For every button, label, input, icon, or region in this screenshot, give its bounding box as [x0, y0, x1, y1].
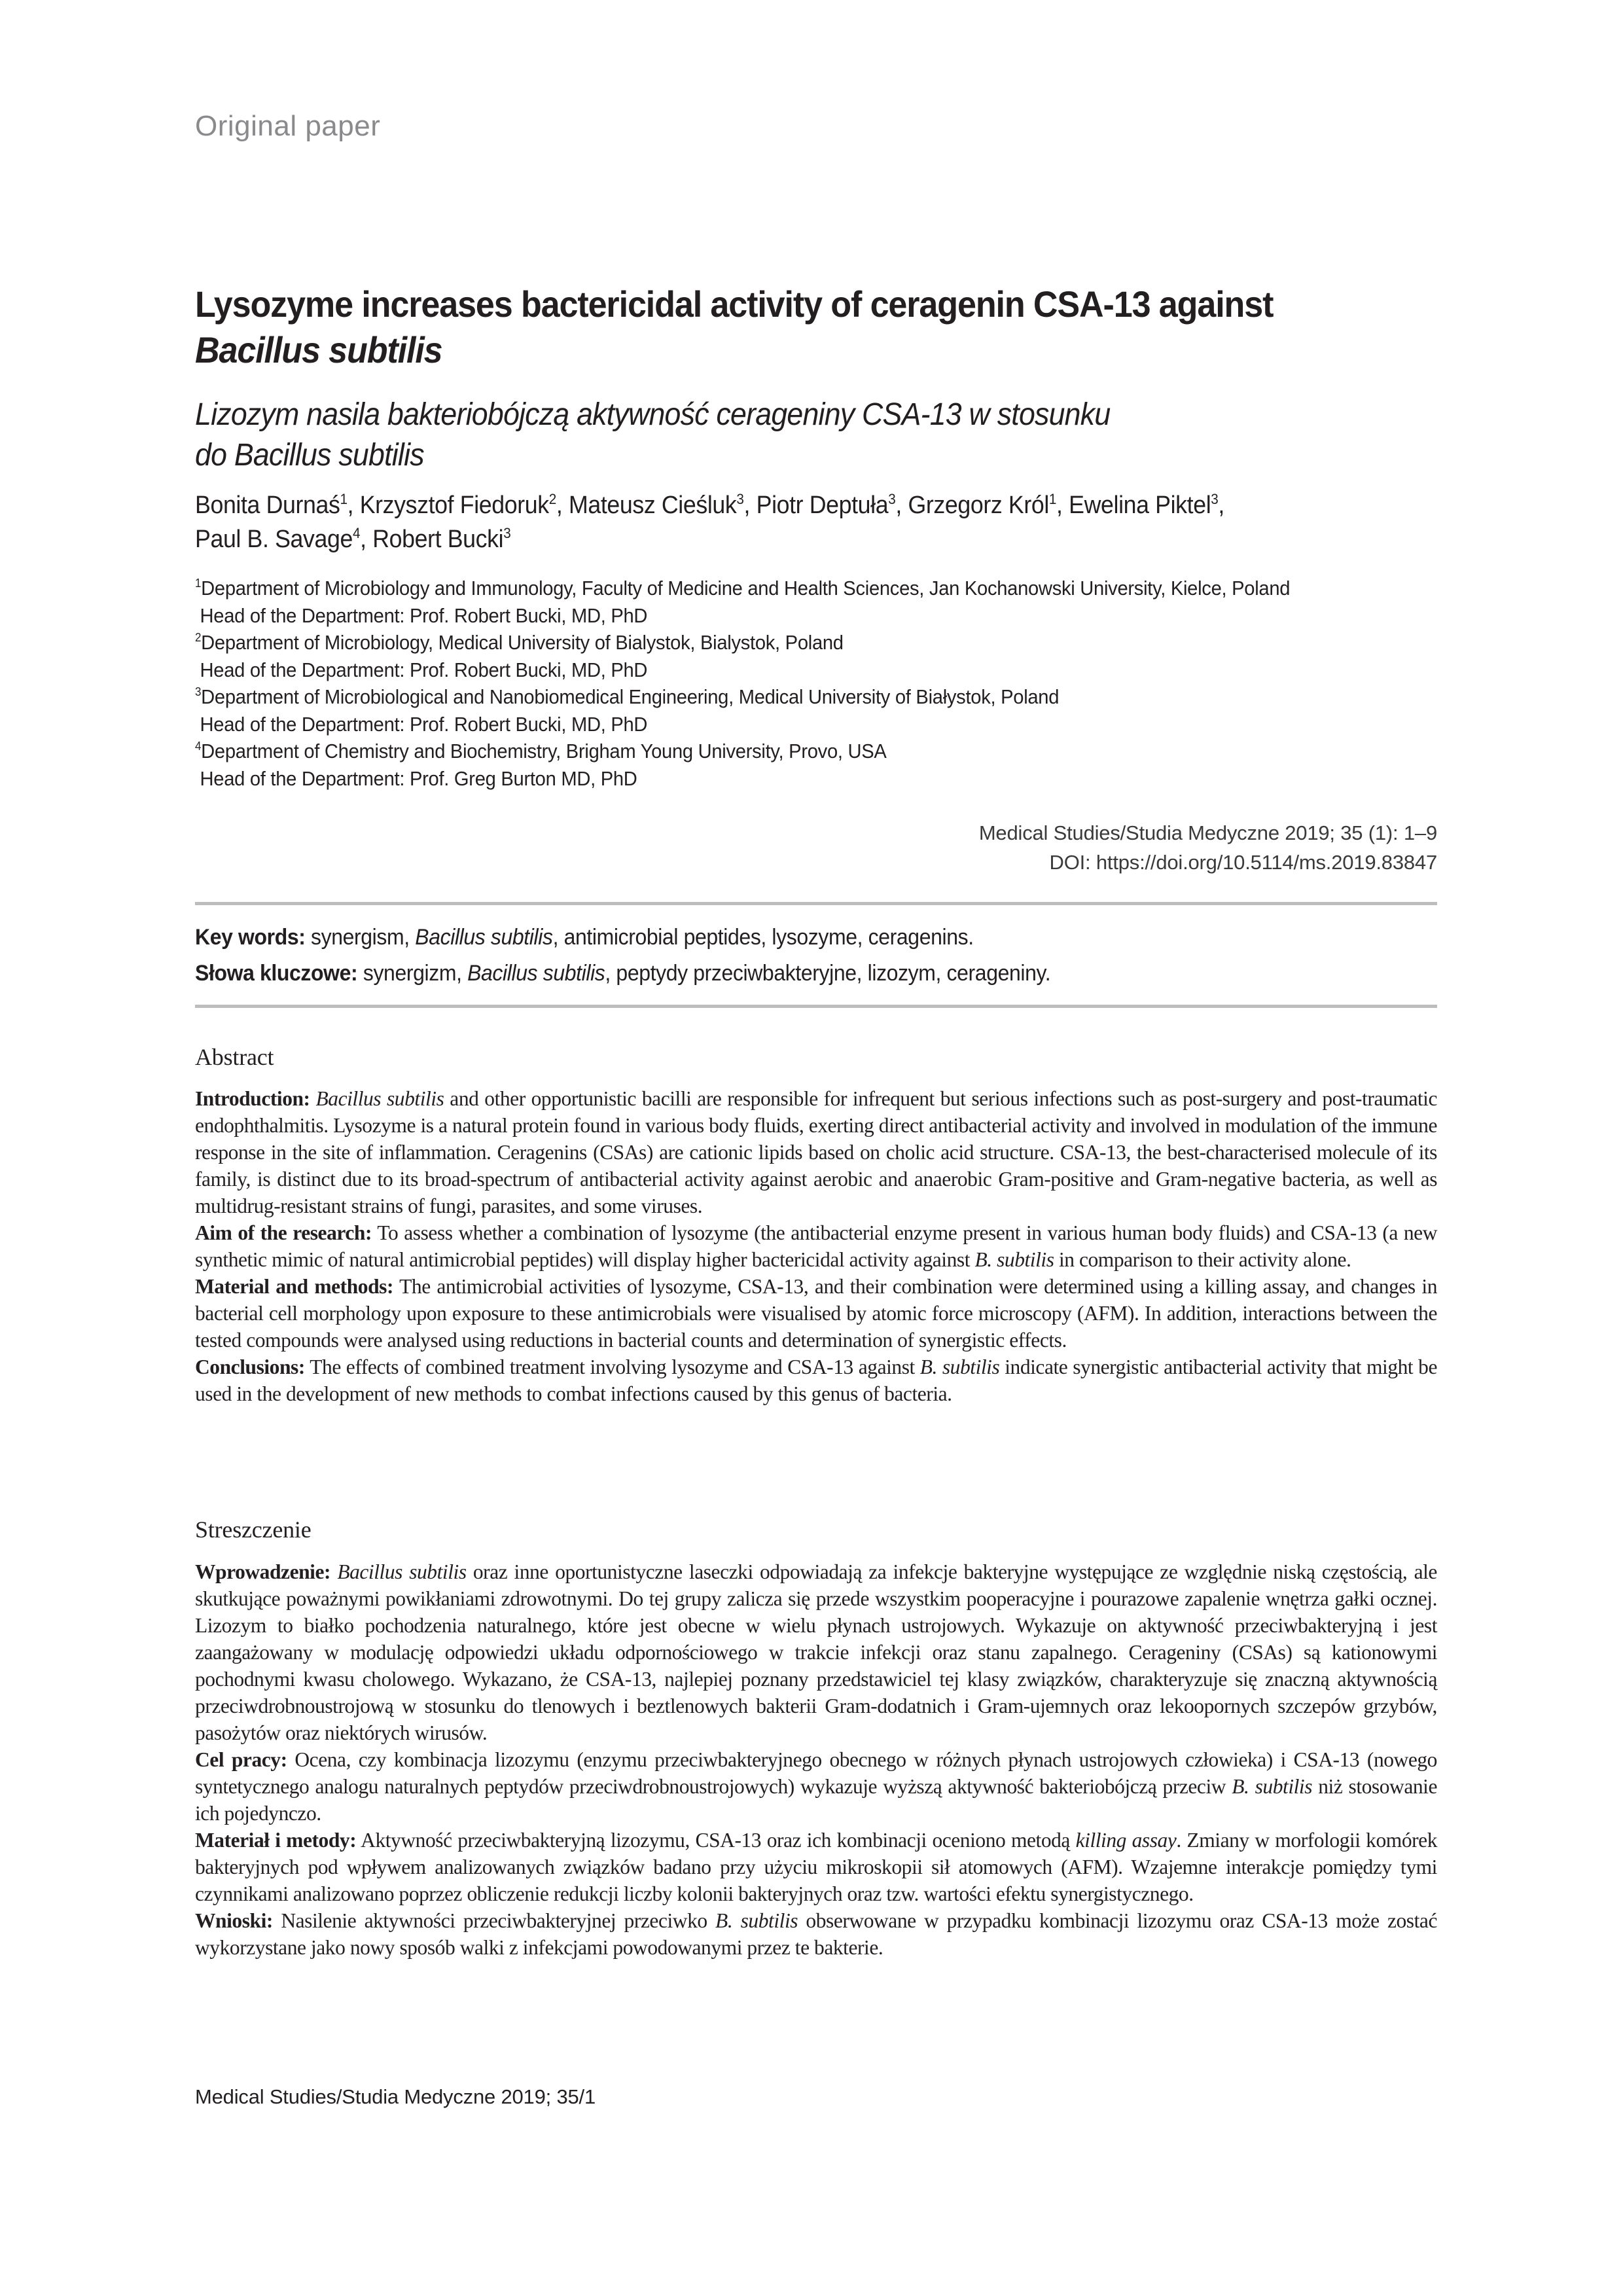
affiliation: $^3$Department of Microbiological and Nanobiomedical Engineering, Medical University of Białystok, Poland: [195, 685, 1060, 708]
affiliation-head: Head of the Department: Prof. Robert Bucki, MD, PhD: [200, 603, 648, 627]
streszczenie-heading: Streszczenie: [195, 1516, 312, 1543]
author: Bonita Durnaś$^1$: [195, 491, 348, 519]
streszczenie-body: [195, 1558, 1437, 1961]
author: Piotr Deptuła$^3$: [756, 491, 896, 519]
abstract-heading: Abstract: [195, 1044, 274, 1070]
streszczenie-cel: Cel pracy: Ocena, czy kombinacja lizozymu (enzymu przeciwbakteryjnego obecnego w różnych płynach ustrojowych człowieka) i CSA-13 (nowego syntetycznego analogu naturalnych peptydów przeciwdrobnoustrojowych) wykazuje wyższą aktywność bakteriobójczą przeciw B. subtilis niż stosowanie ich pojedynczo.: [195, 1748, 1437, 1825]
author-list: Bonita Durnaś$^1$, Krzysztof Fiedoruk$^2$, Mateusz Cieśluk$^3$, Piotr Deptuła$^3$, Grzegorz Król$^1$, Ewelina Piktel$^3$, Paul B. Savage$^4$, Robert Bucki$^3$: [195, 491, 1224, 553]
page-footer: Medical Studies/Studia Medyczne 2019; 35/1: [195, 2085, 596, 2108]
streszczenie-metody: Materiał i metody: Aktywność przeciwbakteryjną lizozymu, CSA-13 oraz ich kombinacji oceniono metodą killing assay. Zmiany w morfologii komórek bakteryjnych pod wpływem analizowanych związków badano przy użyciu mikroskopii sił atomowych (AFM). Wzajemne interakcje pomiędzy tymi czynnikami analizowano poprzez obliczenie redukcji liczby kolonii bakteryjnych oraz tzw. wartości efektu synergistycznego.: [195, 1829, 1437, 1905]
title-polish-line1: Lizozym nasila bakteriobójczą aktywność cerageniny CSA-13 w stosunku: [195, 397, 1111, 432]
doi-link[interactable]: DOI: https://doi.org/10.5114/ms.2019.83847: [1049, 851, 1437, 874]
divider-bottom: [195, 1005, 1437, 1008]
journal-citation: Medical Studies/Studia Medyczne 2019; 35 (1): 1–9: [978, 821, 1437, 844]
keywords-english: Key words: synergism, Bacillus subtilis, antimicrobial peptides, lysozyme, ceragenins.: [195, 925, 974, 950]
affiliation-head: Head of the Department: Prof. Greg Burton MD, PhD: [200, 766, 637, 790]
abstract-conclusions: Conclusions: The effects of combined treatment involving lysozyme and CSA-13 against B. subtilis indicate synergistic antibacterial activity that might be used in the development of new methods to combat infections caused by this genus of bacteria.: [195, 1355, 1437, 1405]
author: Ewelina Piktel$^3$: [1069, 491, 1219, 519]
title-polish: [195, 395, 1351, 476]
abstract-methods: Material and methods: The antimicrobial activities of lysozyme, CSA-13, and their combination were determined using a killing assay, and changes in bacterial cell morphology upon exposure to these antimicrobials were visualised by atomic force microscopy (AFM). In addition, interactions between the tested compounds were analysed using reductions in bacterial counts and determination of synergistic effects.: [195, 1275, 1437, 1352]
abstract-introduction: Introduction: Bacillus subtilis and other opportunistic bacilli are responsible for infrequent but serious infections such as post-surgery and post-traumatic endophthalmitis. Lysozyme is a natural protein found in various body fluids, exerting direct antibacterial activity and involved in modulation of the immune response in the site of inflammation. Ceragenins (CSAs) are cationic lipids based on cholic acid structure. CSA-13, the best-characterised molecule of its family, is distinct due to its broad-spectrum of antibacterial activity against aerobic and anaerobic Gram-positive and Gram-negative bacteria, as well as multidrug-resistant strains of fungi, parasites, and some viruses.: [195, 1087, 1437, 1217]
keywords-block: [195, 920, 1364, 992]
abstract-body: [195, 1085, 1437, 1407]
section-label: Original paper: [195, 110, 381, 142]
keywords-polish: Słowa kluczowe: synergizm, Bacillus subtilis, peptydy przeciwbakteryjne, lizozym, cerageniny.: [195, 961, 1051, 986]
affiliation-head: Head of the Department: Prof. Robert Bucki, MD, PhD: [200, 712, 648, 736]
affiliation: $^2$Department of Microbiology, Medical University of Bialystok, Bialystok, Poland: [195, 631, 844, 654]
divider-top: [195, 902, 1437, 905]
author: Mateusz Cieśluk$^3$: [568, 491, 744, 519]
affiliation-head: Head of the Department: Prof. Robert Bucki, MD, PhD: [200, 658, 648, 681]
title-english-line2: Bacillus subtilis: [195, 329, 442, 370]
affiliation: $^4$Department of Chemistry and Biochemistry, Brigham Young University, Provo, USA: [195, 740, 887, 762]
abstract-aim: Aim of the research: To assess whether a combination of lysozyme (the antibacterial enzyme present in various human body fluids) and CSA-13 (a new synthetic mimic of natural antimicrobial peptides) will display higher bactericidal activity against B. subtilis in comparison to their activity alone.: [195, 1221, 1437, 1271]
author: Paul B. Savage$^4$: [195, 525, 361, 553]
citation-block: [783, 818, 1437, 877]
title-polish-line2: do Bacillus subtilis: [195, 438, 424, 473]
streszczenie-wprowadzenie: Wprowadzenie: Bacillus subtilis oraz inne oportunistyczne laseczki odpowiadają za infekcje bakteryjne występujące ze względnie niską częstością, ale skutkujące poważnymi powikłaniami zdrowotnymi. Do tej grupy zalicza się przede wszystkim pooperacyjne i pourazowe zapalenie wnętrza gałki ocznej. Lizozym to białko pochodzenia naturalnego, które jest obecne w wielu płynach ustrojowych. Wykazuje on aktywność przeciwbakteryjną i jest zaangażowany w modulację odpowiedzi układu odpornościowego w trakcie infekcji oraz stanu zapalnego. Cerageniny (CSAs) są kationowymi pochodnymi kwasu cholowego. Wykazano, że CSA-13, najlepiej poznany przedstawiciel tej klasy związków, charakteryzuje się znaczną aktywnością przeciwdrobnoustrojową w stosunku do tlenowych i beztlenowych bakterii Gram-dodatnich i Gram-ujemnych oraz lekoopornych szczepów grzybów, pasożytów oraz niektórych wirusów.: [195, 1560, 1437, 1744]
affiliation-list: [195, 575, 1425, 792]
affiliation: $^1$Department of Microbiology and Immunology, Faculty of Medicine and Health Sciences, Jan Kochanowski University, Kielce, Poland: [195, 577, 1291, 600]
title-english: [195, 281, 1351, 373]
author: Krzysztof Fiedoruk$^2$: [359, 491, 556, 519]
author: Robert Bucki$^3$: [372, 525, 511, 553]
author: Grzegorz Król$^1$: [908, 491, 1057, 519]
streszczenie-wnioski: Wnioski: Nasilenie aktywności przeciwbakteryjnej przeciwko B. subtilis obserwowane w przypadku kombinacji lizozymu oraz CSA-13 może zostać wykorzystane jako nowy sposób walki z infekcjami powodowanymi przez te bakterie.: [195, 1909, 1437, 1959]
title-english-line1: Lysozyme increases bactericidal activity of ceragenin CSA-13 against: [195, 283, 1274, 325]
